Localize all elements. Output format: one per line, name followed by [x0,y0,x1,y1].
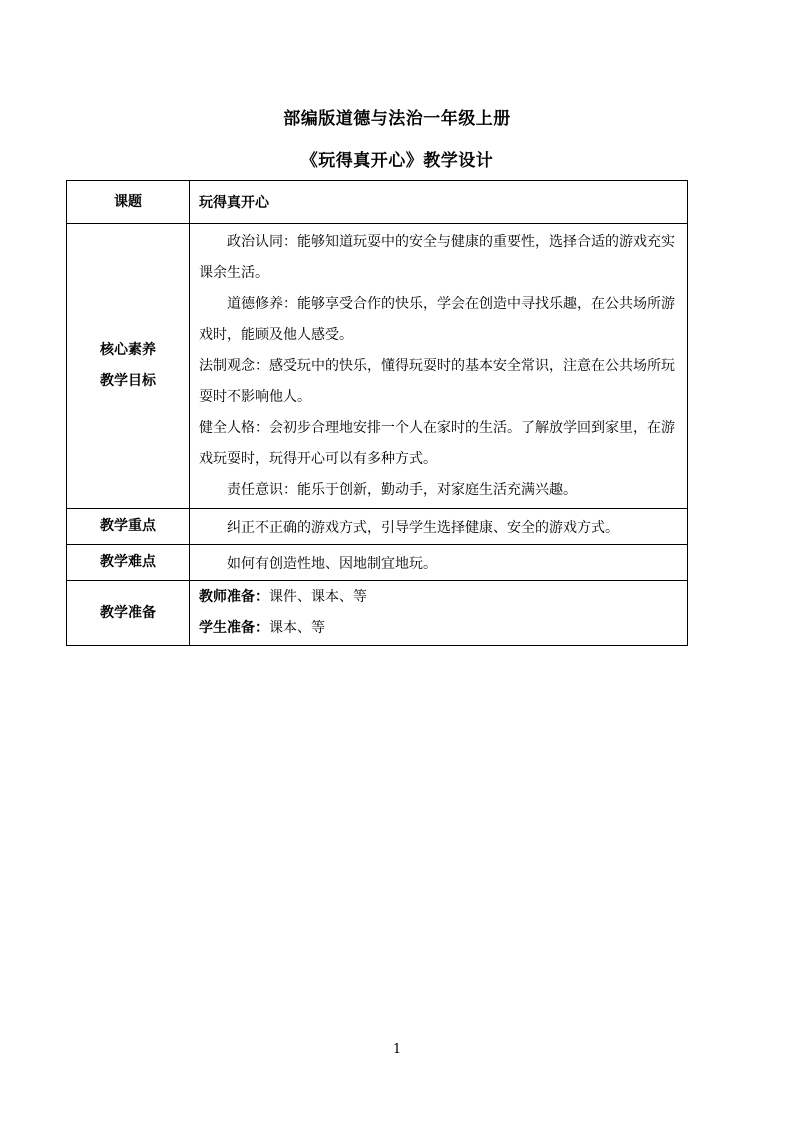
goal-legal-concept: 法制观念：感受玩中的快乐，懂得玩耍时的基本安全常识，注意在公共场所玩耍时不影响他人。 [199,357,675,405]
key-points-label: 教学重点 [67,509,190,545]
goal-moral-cultivation: 道德修养：能够享受合作的快乐，学会在创造中寻找乐趣，在公共场所游戏时，能顾及他人感受。 [199,295,675,343]
goal-responsibility: 责任意识：能乐于创新，勤动手，对家庭生活充满兴趣。 [227,481,577,498]
teacher-preparation-label: 教师准备： [199,589,269,605]
table-row-difficulties [67,545,688,581]
goals-label-line2: 教学目标 [100,373,156,389]
table-row-topic [67,181,688,224]
topic-label: 课题 [67,181,190,224]
preparation-label: 教学准备 [67,581,190,646]
student-preparation-label: 学生准备： [199,620,269,636]
difficulties-label: 教学难点 [67,545,190,581]
goal-sound-personality: 健全人格：会初步合理地安排一个人在家时的生活。了解放学回到家里，在游戏玩耍时，玩得开心可以有多种方式。 [199,419,675,467]
table-row-goals [67,224,688,509]
teacher-preparation [199,582,679,613]
page-number: 1 [392,1042,402,1057]
goals-label-line1: 核心素养 [100,342,156,358]
table-row-preparation [67,581,688,646]
student-preparation [199,613,679,644]
topic-value: 玩得真开心 [190,181,688,224]
document-title: 部编版道德与法治一年级上册 [283,109,511,129]
teacher-preparation-value: 课件、课本、等 [269,589,367,605]
document-subtitle: 《玩得真开心》教学设计 [300,151,494,171]
goals-label [67,224,190,509]
difficulties-value: 如何有创造性地、因地制宜地玩。 [190,545,688,581]
lesson-plan-table [66,180,688,646]
goals-content [190,224,688,509]
key-points-value: 纠正不正确的游戏方式，引导学生选择健康、安全的游戏方式。 [190,509,688,545]
goal-political-identity: 政治认同：能够知道玩耍中的安全与健康的重要性，选择合适的游戏充实课余生活。 [199,233,675,281]
preparation-content [190,581,688,646]
student-preparation-value: 课本、等 [269,620,325,636]
table-row-key-points [67,509,688,545]
